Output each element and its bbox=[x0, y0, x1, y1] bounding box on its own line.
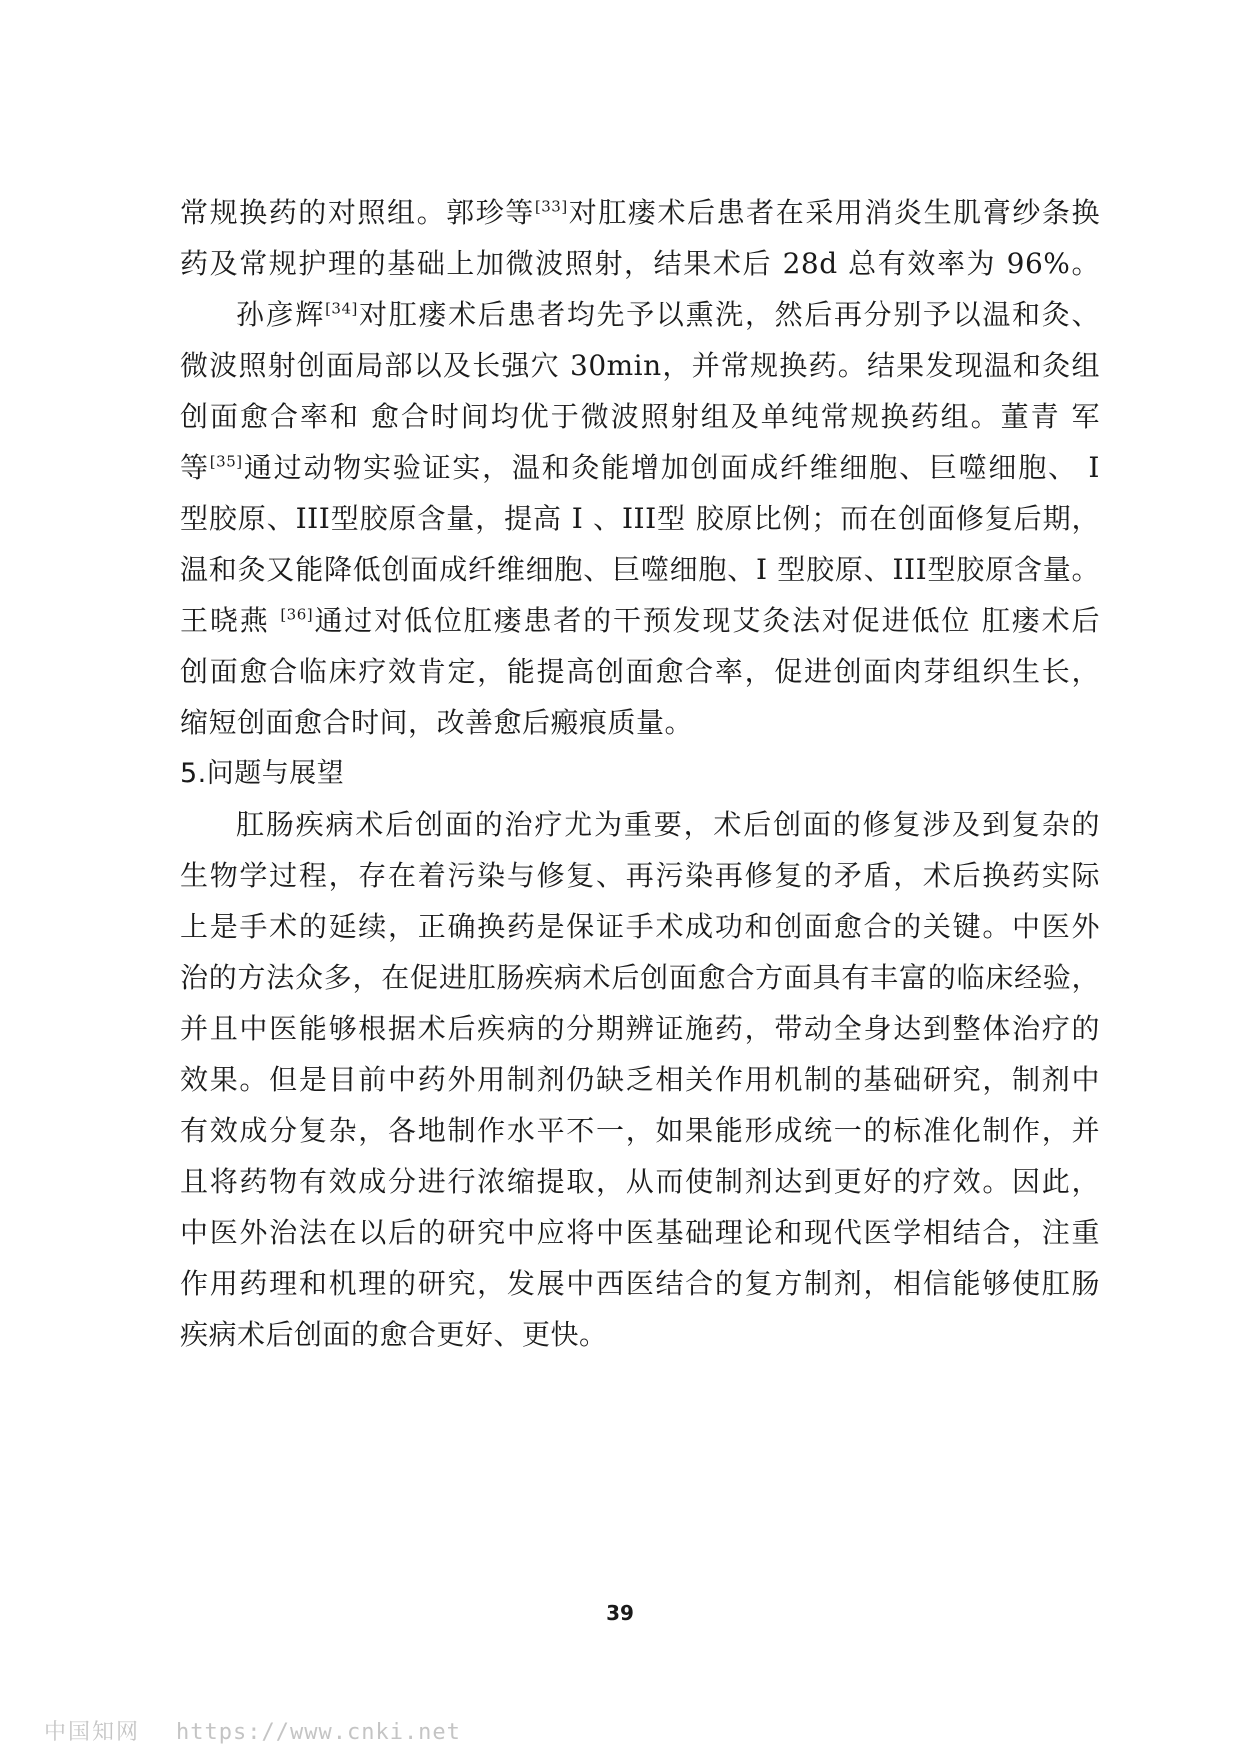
body-text bbox=[180, 187, 1100, 1360]
citation-ref: [35] bbox=[209, 452, 243, 471]
text-line: 且将药物有效成分进行浓缩提取，从而使制剂达到更好的疗效。因此， bbox=[180, 1165, 1100, 1198]
text-line: 缩短创面愈合时间，改善愈后瘢痕质量。 bbox=[180, 706, 694, 739]
citation-ref: [36] bbox=[280, 605, 314, 624]
text-line: 并且中医能够根据术后疾病的分期辨证施药，带动全身达到整体治疗的 bbox=[180, 1012, 1100, 1045]
text-line: 上是手术的延续，正确换药是保证手术成功和创面愈合的关键。中医外 bbox=[180, 910, 1100, 943]
watermark-logo-text: 中国知网 bbox=[44, 1720, 141, 1745]
text-line: 有效成分复杂，各地制作水平不一，如果能形成统一的标准化制作，并 bbox=[180, 1114, 1100, 1147]
paragraph-first-line: 孙彦辉[34]对肛瘘术后患者均先予以熏洗，然后再分别予以温和灸、 bbox=[236, 298, 1100, 331]
text-line: 疾病术后创面的愈合更好、更快。 bbox=[180, 1318, 608, 1351]
text-line: 中医外治法在以后的研究中应将中医基础理论和现代医学相结合，注重 bbox=[180, 1216, 1100, 1249]
text-line: 药及常规护理的基础上加微波照射，结果术后 28d 总有效率为 96%。 bbox=[180, 247, 1100, 280]
watermark-url: https://www.cnki.net bbox=[176, 1720, 461, 1745]
text-line: 创面愈合率和 愈合时间均优于微波照射组及单纯常规换药组。董青 军 bbox=[180, 400, 1100, 433]
citation-ref: [34] bbox=[325, 299, 358, 318]
text-line: 效果。但是目前中药外用制剂仍缺乏相关作用机制的基础研究，制剂中 bbox=[180, 1063, 1100, 1096]
text-line: 等[35]通过动物实验证实，温和灸能增加创面成纤维细胞、巨噬细胞、 I bbox=[180, 451, 1100, 484]
text-line: 治的方法众多，在促进肛肠疾病术后创面愈合方面具有丰富的临床经验， bbox=[180, 961, 1100, 994]
text-line: 作用药理和机理的研究，发展中西医结合的复方制剂，相信能够使肛肠 bbox=[180, 1267, 1100, 1300]
page-number: 39 bbox=[606, 1601, 634, 1625]
text-line: 温和灸又能降低创面成纤维细胞、巨噬细胞、I 型胶原、III型胶原含量。 bbox=[180, 553, 1100, 586]
text-line: 常规换药的对照组。郭珍等[33]对肛瘘术后患者在采用消炎生肌膏纱条换 bbox=[180, 196, 1100, 229]
text-line: 生物学过程，存在着污染与修复、再污染再修复的矛盾，术后换药实际 bbox=[180, 859, 1100, 892]
citation-ref: [33] bbox=[534, 197, 568, 216]
text-line: 创面愈合临床疗效肯定，能提高创面愈合率，促进创面肉芽组织生长， bbox=[180, 655, 1100, 688]
cnki-watermark bbox=[44, 1715, 461, 1746]
text-line: 微波照射创面局部以及长强穴 30min，并常规换药。结果发现温和灸组 bbox=[180, 349, 1100, 382]
text-line: 型胶原、III型胶原含量，提高 I 、III型 胶原比例；而在创面修复后期， bbox=[180, 502, 1100, 535]
paragraph-first-line: 肛肠疾病术后创面的治疗尤为重要，术后创面的修复涉及到复杂的 bbox=[236, 808, 1100, 841]
text-line: 王晓燕 [36]通过对低位肛瘘患者的干预发现艾灸法对促进低位 肛瘘术后 bbox=[180, 604, 1100, 637]
section-heading: 5.问题与展望 bbox=[180, 758, 345, 789]
